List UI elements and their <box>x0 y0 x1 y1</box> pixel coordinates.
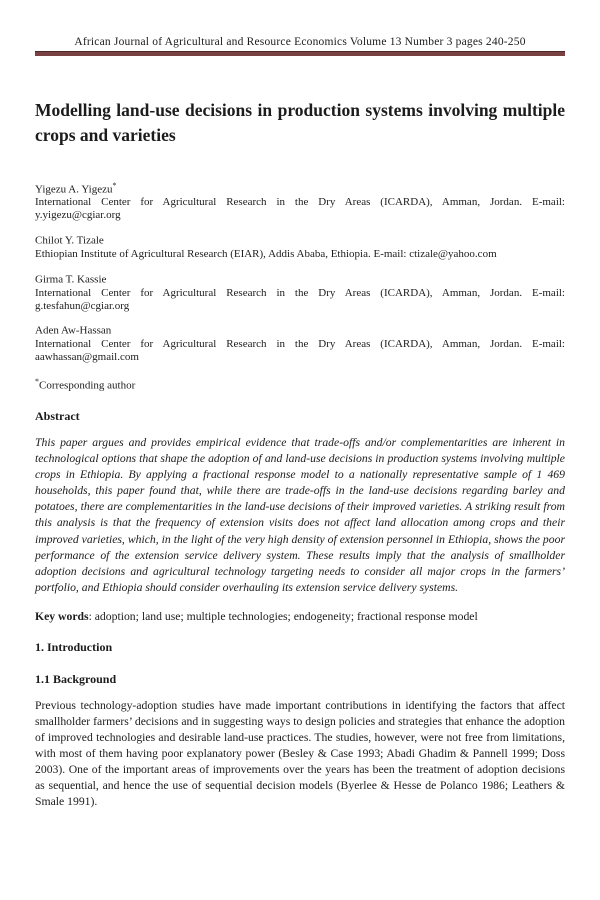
background-paragraph: Previous technology-adoption studies have made important contributions in identifying the factors that affect smallholder farmers’ decisions and in suggesting ways to design policies and strategies that enhance the adoption of improved technologies and desirable land-use practices. The studies, however, were not free from limitations, with most of them having poor explanatory power (Besley & Case 1993; Abadi Ghadim & Pannell 1999; Doss 2003). One of the important areas of improvements over the years has been the treatment of adoption decisions as sequential, and hence the use of sequential decision models (Byerlee & Hesse de Polanco 1986; Leathers & Smale 1991). <box>35 699 565 808</box>
author-affiliation: Ethiopian Institute of Agricultural Research (EIAR), Addis Ababa, Ethiopia. E-mail: ctizale@yahoo.com <box>35 247 497 260</box>
author-affiliation: International Center for Agricultural Research in the Dry Areas (ICARDA), Amman, Jordan. E-mail: g.tesfahun@cgiar.org <box>35 286 565 312</box>
author-name-text: Yigezu A. Yigezu <box>35 183 113 196</box>
author-block <box>35 271 565 313</box>
author-affiliation: International Center for Agricultural Research in the Dry Areas (ICARDA), Amman, Jordan. E-mail: y.yigezu@cgiar.org <box>35 196 565 222</box>
author-name-text: Girma T. Kassie <box>35 273 107 286</box>
author-name <box>35 322 565 338</box>
keywords-text: : adoption; land use; multiple technologies; endogeneity; fractional response model <box>88 610 478 624</box>
keywords-label: Key words <box>35 610 89 624</box>
section-heading-background: 1.1 Background <box>35 672 117 687</box>
author-block <box>35 322 565 364</box>
abstract-heading: Abstract <box>35 408 80 423</box>
author-block <box>35 181 565 223</box>
author-name <box>35 271 565 287</box>
corresponding-asterisk: * <box>35 377 39 387</box>
keywords-line <box>35 610 565 623</box>
author-name-text: Aden Aw-Hassan <box>35 325 112 338</box>
abstract-text: This paper argues and provides empirical evidence that trade-offs and/or complementarities are inherent in technological options that shape the adoption of and land-use decisions in production systems involving multiple crops in Ethiopia. By applying a fractional response model to a nationally representative sample of 1 469 households, this paper found that, while there are trade-offs in the land-use decisions regarding barley and potatoes, there are complementarities in the land-use decisions of their improved varieties. A striking result from this analysis is that the frequency of extension visits does not affect land allocation among crops and their improved varieties, which, in the light of the very high density of extension personnel in Ethiopia, shows the poor performance of the extension service delivery system. These results imply that the analysis of smallholder adoption decisions and agricultural technology targeting needs to consider all major crops in the farmers’ portfolio, and Ethiopia should consider overhauling its extension service delivery systems. <box>35 435 565 594</box>
author-name <box>35 181 565 197</box>
corresponding-asterisk: * <box>112 180 117 190</box>
author-block <box>35 232 565 261</box>
journal-header-line: African Journal of Agricultural and Resource Economics Volume 13 Number 3 pages 240-250 <box>74 36 526 48</box>
author-name-text: Chilot Y. Tizale <box>35 234 104 247</box>
corresponding-author-note <box>35 377 565 392</box>
paper-title: Modelling land-use decisions in production systems involving multiple crops and varieties <box>35 100 565 146</box>
author-list <box>35 181 565 364</box>
author-affiliation: International Center for Agricultural Research in the Dry Areas (ICARDA), Amman, Jordan. E-mail: aawhassan@gmail.com <box>35 338 565 364</box>
journal-header <box>35 36 565 56</box>
header-rule <box>35 51 565 56</box>
corresponding-note-text: Corresponding author <box>39 379 136 392</box>
author-name <box>35 232 565 248</box>
section-heading-introduction: 1. Introduction <box>35 640 113 655</box>
